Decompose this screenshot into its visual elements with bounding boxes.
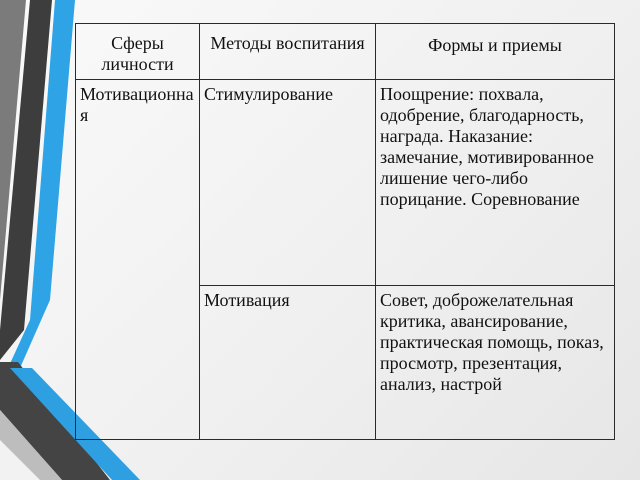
method-cell-2 [200, 286, 375, 439]
method-cell-1 [200, 80, 375, 285]
header-spheres-text: Сферы личности [101, 33, 174, 74]
table-border-right [614, 23, 615, 440]
header-forms-text: Формы и приемы [428, 35, 562, 55]
method-text-1: Стимулирование [204, 84, 333, 104]
method-text-2: Мотивация [204, 290, 290, 310]
table-body [75, 23, 615, 440]
forms-text-1: Поощрение: похвала, одобрение, благодарность, награда. Наказание: замечание, мотивированное лишение чего-либо порицание. Соревнование [380, 84, 594, 209]
sphere-text: Мотивационная [80, 84, 194, 125]
forms-cell-1 [376, 80, 614, 285]
table-border-bottom [75, 439, 615, 440]
sphere-cell [76, 80, 199, 439]
header-methods-text: Методы воспитания [210, 33, 365, 53]
header-methods-box [200, 24, 375, 79]
forms-text-2: Совет, доброжелательная критика, авансирование, практическая помощь, показ, просмотр, презентация, анализ, настрой [380, 290, 604, 394]
header-spheres-box [76, 24, 199, 79]
header-forms-box [376, 24, 614, 79]
forms-cell-2 [376, 286, 614, 439]
